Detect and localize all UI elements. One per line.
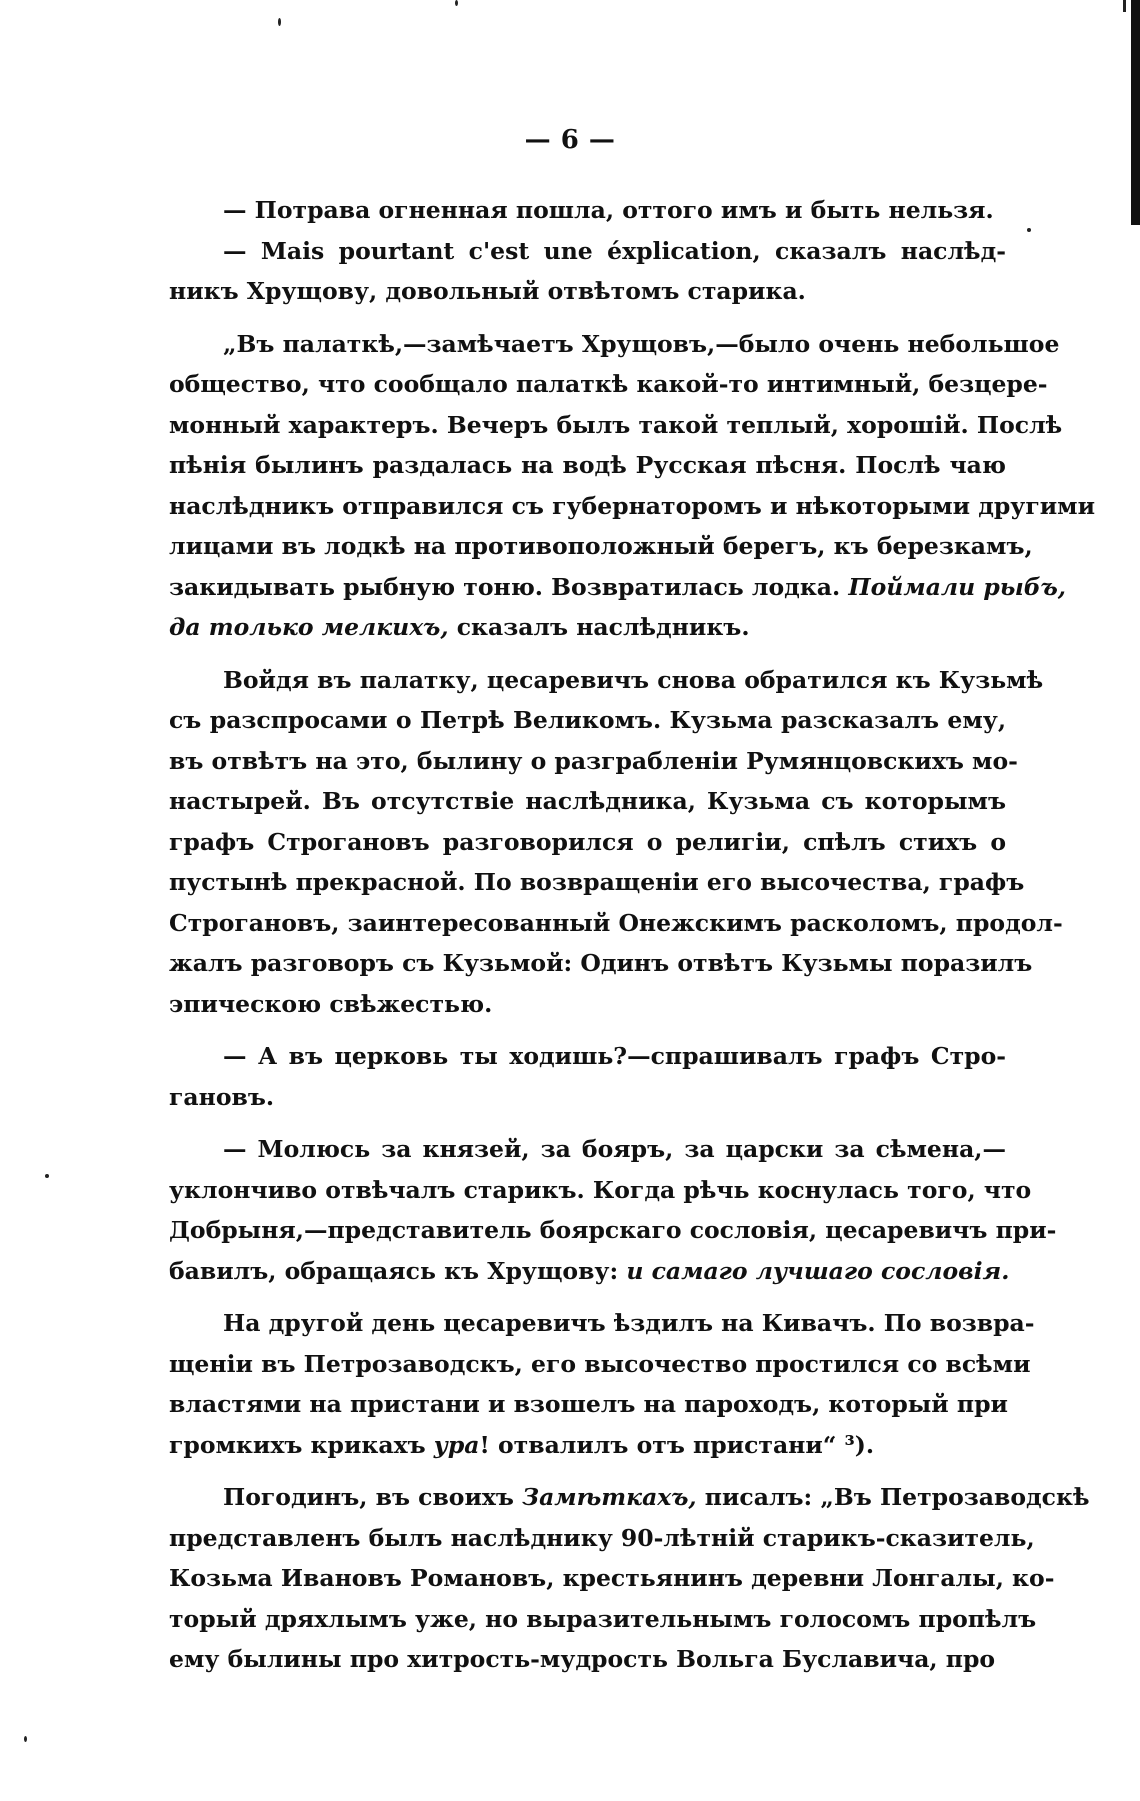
scan-speck — [278, 18, 281, 26]
text-line — [169, 445, 1006, 486]
text-line — [169, 1477, 1090, 1518]
text-line — [169, 984, 1006, 1025]
paragraph-gap — [169, 1291, 1006, 1303]
text-line — [169, 943, 1033, 984]
paragraph — [169, 1303, 1035, 1465]
text-line — [169, 1599, 1037, 1640]
text-run: — Потрава огненная пошла, оттого имъ и быть нельзя. — [223, 196, 994, 224]
text-line — [169, 324, 1060, 365]
text-run: эпическою свѣжестью. — [169, 989, 493, 1018]
paragraph — [169, 324, 1096, 648]
scan-speck — [45, 1174, 49, 1178]
scan-speck — [24, 1736, 27, 1742]
text-run: „Въ палаткѣ,—замѣчаетъ Хрущовъ,—было очень небольшое — [223, 329, 1060, 358]
text-line — [169, 1425, 1006, 1466]
scan-speck — [455, 0, 458, 6]
text-run: гановъ. — [169, 1082, 275, 1111]
text-line — [169, 1384, 1006, 1425]
text-line — [169, 567, 1066, 608]
text-run: представленъ былъ наслѣднику 90-лѣтній старикъ-сказитель, — [169, 1523, 1035, 1552]
text-run: бавилъ, обращаясь къ Хрущову: — [169, 1256, 627, 1285]
text-run: графъ Строгановъ разговорился о религіи, спѣлъ стихъ о — [169, 827, 1006, 856]
text-line — [169, 1639, 1006, 1680]
paragraph — [169, 1477, 1090, 1680]
text-run: никъ Хрущову, довольный отвѣтомъ старика. — [169, 277, 806, 305]
body-text — [169, 190, 1096, 1680]
paragraph — [169, 660, 1063, 1025]
text-run: Добрыня,—представитель боярскаго сословія, цесаревичъ при- — [169, 1216, 1057, 1244]
paragraph — [169, 1129, 1057, 1291]
page-number: — 6 — — [524, 125, 616, 155]
text-run: жалъ разговоръ съ Кузьмой: Одинъ отвѣтъ Кузьмы поразилъ — [169, 949, 1033, 977]
text-line — [169, 700, 1006, 741]
paragraph — [169, 231, 1006, 312]
text-line — [169, 660, 1044, 701]
text-line — [169, 486, 1096, 527]
text-line — [169, 903, 1063, 944]
text-run: въ отвѣтъ на это, былину о разграбленіи Румянцовскихъ мо- — [169, 746, 1018, 775]
text-line — [169, 607, 1006, 648]
text-run: Погодинъ, въ своихъ — [223, 1483, 523, 1511]
text-line — [169, 1077, 1006, 1118]
text-run: ему былины про хитрость-мудрость Вольга Буславича, про — [169, 1645, 996, 1673]
text-run: — А въ церковь ты ходишь?—спрашивалъ графъ Стро- — [223, 1042, 1006, 1070]
text-line — [169, 1518, 1035, 1559]
text-run: пѣнія былинъ раздалась на водѣ Русская пѣсня. Послѣ чаю — [169, 451, 1006, 479]
text-line — [169, 1210, 1057, 1251]
paragraph-gap — [169, 1024, 1006, 1036]
text-run: лицами въ лодкѣ на противоположный берегъ, къ березкамъ, — [169, 532, 1033, 560]
scan-edge-mark — [1123, 0, 1126, 12]
text-run: Строгановъ, заинтересованный Онежскимъ расколомъ, продол- — [169, 908, 1063, 937]
text-run: сказалъ наслѣдникъ. — [448, 613, 750, 641]
text-run: Войдя въ палатку, цесаревичъ снова обратился къ Кузьмѣ — [223, 665, 1044, 694]
scan-speck — [1027, 228, 1031, 232]
text-run: общество, что сообщало палаткѣ какой-то интимный, безцере- — [169, 370, 1048, 398]
text-line — [169, 1303, 1035, 1344]
text-line — [169, 781, 1006, 822]
text-line — [169, 741, 1018, 782]
text-run: съ разспросами о Петрѣ Великомъ. Кузьма разсказалъ ему, — [169, 706, 1006, 734]
text-run: властями на пристани и взошелъ на пароходъ, который при — [169, 1390, 1008, 1418]
text-run: торый дряхлымъ уже, но выразительнымъ голосомъ пропѣлъ — [169, 1604, 1037, 1633]
italic-text: и самаго лучшаго сословія. — [626, 1256, 1010, 1285]
paragraph-gap — [169, 1117, 1006, 1129]
scan-edge-mark — [1131, 0, 1140, 225]
text-line — [169, 271, 1006, 312]
text-run: писалъ: „Въ Петрозаводскѣ — [696, 1483, 1090, 1511]
text-run: Козьма Ивановъ Романовъ, крестьянинъ деревни Лонгалы, ко- — [169, 1564, 1055, 1592]
text-line — [169, 1129, 1006, 1170]
paragraph — [169, 1036, 1006, 1117]
text-line — [169, 1036, 1006, 1077]
text-line — [169, 862, 1025, 903]
paragraph-gap — [169, 648, 1006, 660]
text-run: ! отвалилъ отъ пристани“ ³). — [479, 1430, 875, 1459]
italic-text: да только мелкихъ, — [169, 613, 449, 641]
text-run: щеніи въ Петрозаводскъ, его высочество простился со всѣми — [169, 1349, 1031, 1378]
text-line — [169, 1558, 1055, 1599]
text-run: уклончиво отвѣчалъ старикъ. Когда рѣчь коснулась того, что — [169, 1175, 1032, 1204]
text-run: громкихъ крикахъ — [169, 1430, 434, 1459]
text-line — [169, 364, 1048, 405]
paragraph — [169, 190, 1006, 231]
text-run: наслѣдникъ отправился съ губернаторомъ и нѣкоторыми другими — [169, 491, 1096, 520]
text-line — [169, 1251, 1010, 1292]
text-line — [169, 405, 1063, 446]
text-run: — Mais pourtant c'est une éxplication, сказалъ наслѣд- — [223, 236, 1006, 265]
italic-text: Поймали рыбъ, — [848, 572, 1066, 601]
text-run: — Молюсь за князей, за бояръ, за царски за сѣмена,— — [223, 1135, 1006, 1163]
text-line — [169, 526, 1033, 567]
text-run: На другой день цесаревичъ ѣздилъ на Кивачъ. По возвра- — [223, 1309, 1035, 1337]
text-line — [169, 190, 1006, 231]
text-line — [169, 231, 1006, 272]
text-line — [169, 1344, 1031, 1385]
paragraph-gap — [169, 312, 1006, 324]
text-line — [169, 822, 1006, 863]
text-line — [169, 1170, 1032, 1211]
text-run: пустынѣ прекрасной. По возвращеніи его высочества, графъ — [169, 868, 1025, 896]
text-run: настырей. Въ отсутствіе наслѣдника, Кузьма съ которымъ — [169, 787, 1006, 815]
text-run: монный характеръ. Вечеръ былъ такой теплый, хорошій. Послѣ — [169, 410, 1063, 439]
text-run: закидывать рыбную тоню. Возвратилась лодка. — [169, 572, 849, 601]
paragraph-gap — [169, 1465, 1006, 1477]
italic-text: ура — [433, 1430, 480, 1459]
italic-text: Замѣткахъ, — [522, 1483, 697, 1511]
